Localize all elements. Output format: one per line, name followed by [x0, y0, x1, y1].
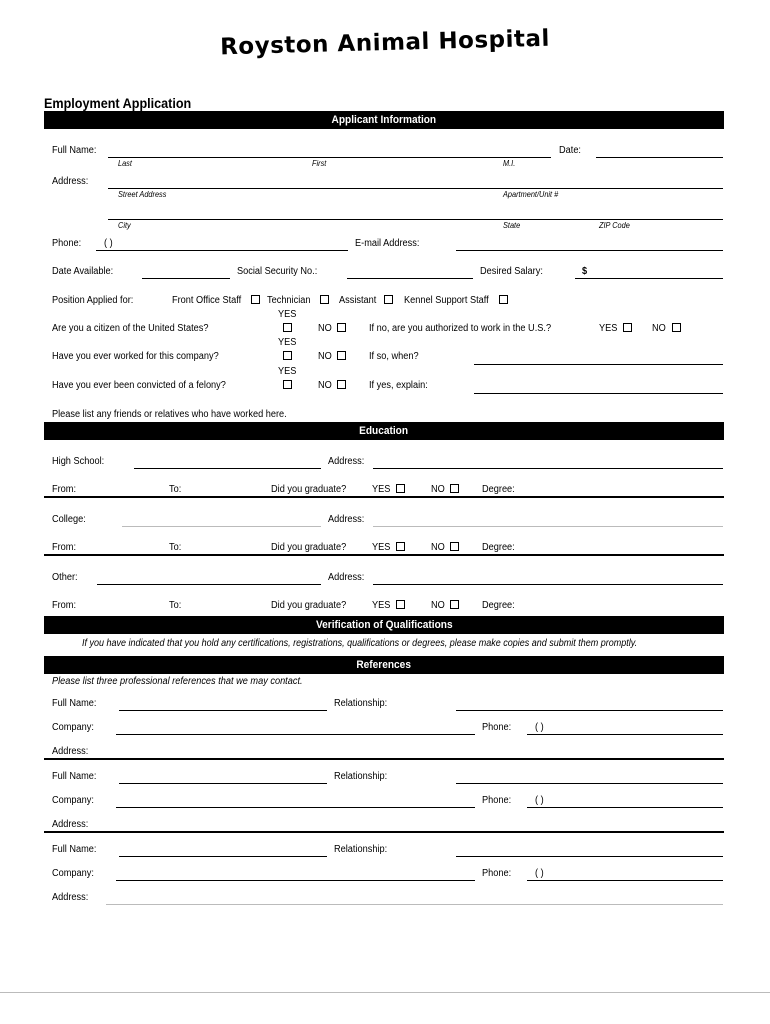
date-field[interactable]	[596, 157, 723, 158]
ref2-phone-area-code: ( )	[535, 795, 544, 806]
if-so-when-label: If so, when?	[369, 351, 419, 362]
hospital-title: Royston Animal Hospital	[219, 25, 551, 61]
if-yes-explain-label: If yes, explain:	[369, 380, 428, 391]
position-front-office-checkbox[interactable]	[251, 295, 260, 304]
ref3-phone-area-code: ( )	[535, 868, 544, 879]
salary-dollar-sign: $	[582, 266, 588, 277]
ssn-field[interactable]	[347, 278, 473, 279]
high-school-degree-label: Degree:	[482, 484, 515, 495]
city-state-zip-field[interactable]	[108, 219, 723, 220]
felony-yes-checkbox[interactable]	[283, 380, 292, 389]
ref2-address-field[interactable]	[44, 831, 724, 833]
felony-yes-label: YES	[278, 366, 297, 377]
date-available-field[interactable]	[142, 278, 230, 279]
citizen-yes-checkbox[interactable]	[283, 323, 292, 332]
college-address-label: Address:	[328, 514, 365, 525]
email-field[interactable]	[456, 250, 723, 251]
ref3-full-name-field[interactable]	[119, 856, 327, 857]
ref3-phone-label: Phone:	[482, 868, 512, 879]
worked-no-checkbox[interactable]	[337, 351, 346, 360]
ssn-label: Social Security No.:	[237, 266, 318, 277]
other-graduate-label: Did you graduate?	[271, 600, 347, 611]
date-available-label: Date Available:	[52, 266, 114, 277]
citizen-question: Are you a citizen of the United States?	[52, 323, 209, 334]
college-no-checkbox[interactable]	[450, 542, 459, 551]
high-school-label: High School:	[52, 456, 105, 467]
citizen-no-checkbox[interactable]	[337, 323, 346, 332]
address-label: Address:	[52, 176, 89, 187]
references-bar: References	[44, 656, 724, 674]
high-school-address-field[interactable]	[373, 468, 723, 469]
authorized-no-label: NO	[652, 323, 666, 334]
high-school-graduate-label: Did you graduate?	[271, 484, 347, 495]
high-school-from-label: From:	[52, 484, 77, 495]
street-address-field[interactable]	[108, 188, 723, 189]
ref2-relationship-label: Relationship:	[334, 771, 388, 782]
other-degree-label: Degree:	[482, 600, 515, 611]
authorized-no-checkbox[interactable]	[672, 323, 681, 332]
ref1-relationship-label: Relationship:	[334, 698, 388, 709]
ref3-relationship-field[interactable]	[456, 856, 723, 857]
college-yes-label: YES	[372, 542, 391, 553]
phone-area-code: ( )	[104, 238, 113, 249]
ref1-full-name-field[interactable]	[119, 710, 327, 711]
ref1-address-label: Address:	[52, 746, 89, 757]
college-degree-label: Degree:	[482, 542, 515, 553]
position-label: Position Applied for:	[52, 295, 134, 306]
city-caption: City	[118, 221, 131, 230]
other-no-label: NO	[431, 600, 445, 611]
friends-relatives-note: Please list any friends or relatives who have worked here.	[52, 409, 287, 420]
state-caption: State	[503, 221, 521, 230]
verification-bar: Verification of Qualifications	[44, 616, 724, 634]
citizen-yes-label: YES	[278, 309, 297, 320]
zip-caption: ZIP Code	[599, 221, 630, 230]
college-field[interactable]	[122, 526, 321, 527]
other-address-field[interactable]	[373, 584, 723, 585]
last-name-caption: Last	[118, 159, 132, 168]
first-name-caption: First	[312, 159, 327, 168]
full-name-label: Full Name:	[52, 145, 97, 156]
ref3-company-label: Company:	[52, 868, 94, 879]
worked-question: Have you ever worked for this company?	[52, 351, 219, 362]
ref1-phone-label: Phone:	[482, 722, 512, 733]
education-bar: Education	[44, 422, 724, 440]
ref2-company-label: Company:	[52, 795, 94, 806]
worked-yes-checkbox[interactable]	[283, 351, 292, 360]
page-bottom-rule	[0, 992, 770, 993]
felony-no-label: NO	[318, 380, 332, 391]
ref3-phone-field[interactable]	[527, 880, 723, 881]
worked-when-field[interactable]	[474, 364, 723, 365]
ref1-company-field[interactable]	[116, 734, 475, 735]
middle-initial-caption: M.I.	[503, 159, 516, 168]
position-assistant-checkbox[interactable]	[384, 295, 393, 304]
high-school-separator	[44, 496, 724, 498]
high-school-yes-checkbox[interactable]	[396, 484, 405, 493]
applicant-information-bar: Applicant Information	[44, 111, 724, 129]
felony-explain-field[interactable]	[474, 393, 723, 394]
other-yes-label: YES	[372, 600, 391, 611]
ref2-full-name-field[interactable]	[119, 783, 327, 784]
high-school-no-label: NO	[431, 484, 445, 495]
ref1-full-name-label: Full Name:	[52, 698, 97, 709]
phone-field[interactable]	[96, 250, 348, 251]
ref3-address-field[interactable]	[106, 904, 723, 905]
other-address-label: Address:	[328, 572, 365, 583]
ref2-phone-field[interactable]	[527, 807, 723, 808]
high-school-field[interactable]	[134, 468, 321, 469]
college-yes-checkbox[interactable]	[396, 542, 405, 551]
other-no-checkbox[interactable]	[450, 600, 459, 609]
ref2-company-field[interactable]	[116, 807, 475, 808]
worked-yes-label: YES	[278, 337, 297, 348]
citizen-no-label: NO	[318, 323, 332, 334]
position-technician-checkbox[interactable]	[320, 295, 329, 304]
authorized-yes-checkbox[interactable]	[623, 323, 632, 332]
ref3-company-field[interactable]	[116, 880, 475, 881]
felony-question: Have you ever been convicted of a felony?	[52, 380, 226, 391]
date-label: Date:	[559, 145, 581, 156]
references-note: Please list three professional references that we may contact.	[52, 676, 303, 687]
authorized-question: If no, are you authorized to work in the U.S.?	[369, 323, 552, 334]
high-school-address-label: Address:	[328, 456, 365, 467]
position-assistant-label: Assistant	[339, 295, 377, 306]
ref3-full-name-label: Full Name:	[52, 844, 97, 855]
ref2-address-label: Address:	[52, 819, 89, 830]
worked-no-label: NO	[318, 351, 332, 362]
ref1-company-label: Company:	[52, 722, 94, 733]
ref2-full-name-label: Full Name:	[52, 771, 97, 782]
other-school-label: Other:	[52, 572, 78, 583]
form-title: Employment Application	[44, 95, 192, 111]
position-kennel-label: Kennel Support Staff	[404, 295, 489, 306]
ref3-address-label: Address:	[52, 892, 89, 903]
phone-label: Phone:	[52, 238, 82, 249]
desired-salary-label: Desired Salary:	[480, 266, 543, 277]
ref2-phone-label: Phone:	[482, 795, 512, 806]
other-from-label: From:	[52, 600, 77, 611]
ref1-address-field[interactable]	[44, 758, 724, 760]
ref1-relationship-field[interactable]	[456, 710, 723, 711]
felony-no-checkbox[interactable]	[337, 380, 346, 389]
college-graduate-label: Did you graduate?	[271, 542, 347, 553]
authorized-yes-label: YES	[599, 323, 618, 334]
high-school-to-label: To:	[169, 484, 182, 495]
ref1-phone-area-code: ( )	[535, 722, 544, 733]
other-to-label: To:	[169, 600, 182, 611]
position-technician-label: Technician	[267, 295, 311, 306]
position-front-office-label: Front Office Staff	[172, 295, 242, 306]
verification-note: If you have indicated that you hold any certifications, registrations, qualifications or degrees, please make copies and submit them promptly.	[82, 638, 638, 649]
other-school-field[interactable]	[97, 584, 321, 585]
position-kennel-checkbox[interactable]	[499, 295, 508, 304]
email-label: E-mail Address:	[355, 238, 420, 249]
college-address-field[interactable]	[373, 526, 723, 527]
college-separator	[44, 554, 724, 556]
ref3-relationship-label: Relationship:	[334, 844, 388, 855]
college-no-label: NO	[431, 542, 445, 553]
college-from-label: From:	[52, 542, 77, 553]
high-school-no-checkbox[interactable]	[450, 484, 459, 493]
full-name-field[interactable]	[108, 157, 551, 158]
ref1-phone-field[interactable]	[527, 734, 723, 735]
college-label: College:	[52, 514, 86, 525]
desired-salary-field[interactable]	[575, 278, 723, 279]
apartment-caption: Apartment/Unit #	[503, 190, 559, 199]
street-address-caption: Street Address	[118, 190, 167, 199]
college-to-label: To:	[169, 542, 182, 553]
other-yes-checkbox[interactable]	[396, 600, 405, 609]
ref2-relationship-field[interactable]	[456, 783, 723, 784]
high-school-yes-label: YES	[372, 484, 391, 495]
